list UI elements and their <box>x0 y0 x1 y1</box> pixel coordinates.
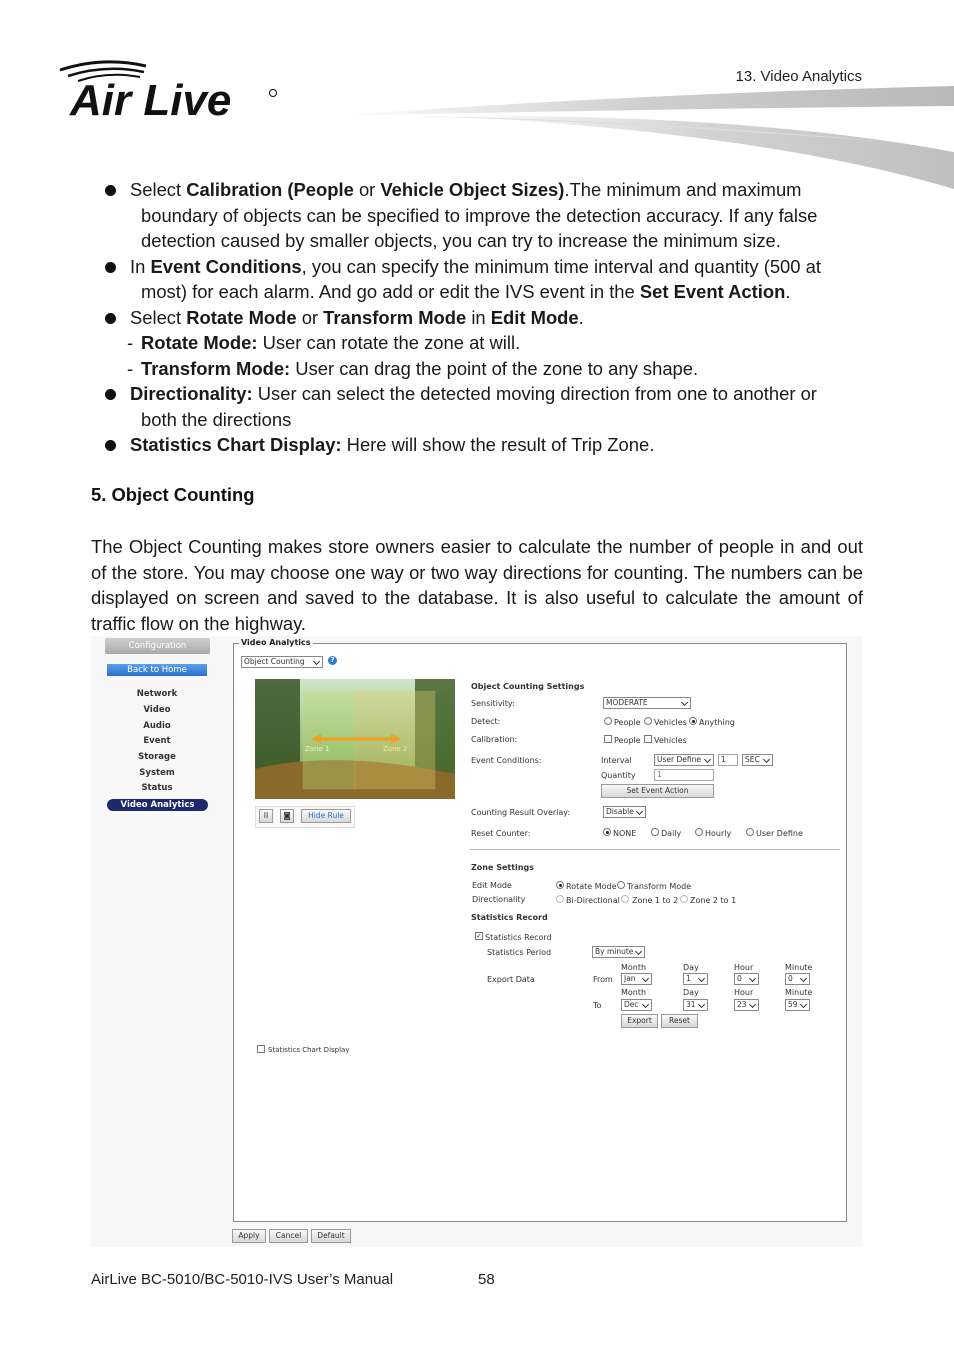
text: most) for each alarm. And go add or edit the IVS event in the <box>141 281 640 302</box>
bold-text: Rotate Mode: <box>141 332 258 353</box>
hide-rule-button[interactable]: Hide Rule <box>301 809 351 823</box>
bold-text: Statistics Chart Display: <box>130 434 342 455</box>
from-day-select[interactable]: 1 <box>683 973 708 985</box>
bullet-dot <box>105 440 116 451</box>
bullet-dot <box>105 313 116 324</box>
to-day-header: Day <box>683 988 699 997</box>
reset-none-radio[interactable] <box>603 828 611 836</box>
video-preview <box>255 679 455 799</box>
bold-text: Transform Mode <box>323 306 467 328</box>
text: or <box>353 179 381 200</box>
to-minute-select[interactable]: 59 <box>785 999 810 1011</box>
detect-anything-radio[interactable] <box>689 717 697 725</box>
directionality-label: Directionality <box>472 895 526 904</box>
panel-title: Video Analytics <box>241 638 311 647</box>
export-data-label: Export Data <box>487 975 535 984</box>
quantity-input[interactable]: 1 <box>654 769 714 781</box>
nav-item-network[interactable]: Network <box>136 689 178 699</box>
bullet-directionality <box>91 381 863 432</box>
to-minute-header: Minute <box>785 988 813 997</box>
to-label: To <box>593 1001 602 1010</box>
zone2-to-1-label: Zone 2 to 1 <box>690 896 737 905</box>
overlay-label: Counting Result Overlay: <box>471 808 571 817</box>
reset-user-define-label: User Define <box>756 829 803 838</box>
detect-anything-label: Anything <box>699 718 735 727</box>
from-day-header: Day <box>683 963 699 972</box>
from-hour-header: Hour <box>734 963 754 972</box>
from-month-header: Month <box>621 963 647 972</box>
text: or <box>296 306 324 328</box>
calibration-people-checkbox[interactable] <box>604 735 612 743</box>
from-month-select[interactable]: Jan <box>621 973 652 985</box>
text: .The minimum and maximum <box>564 179 802 200</box>
detect-people-label: People <box>614 718 641 727</box>
logo-text: Air Live <box>70 76 232 124</box>
calibration-vehicles-checkbox[interactable] <box>644 735 652 743</box>
cancel-button[interactable]: Cancel <box>269 1229 308 1243</box>
from-minute-select[interactable]: 0 <box>785 973 810 985</box>
text: User can drag the point of the zone to any shape. <box>290 357 699 379</box>
bold-text: Event Conditions <box>150 255 302 277</box>
calibration-people-label: People <box>614 736 641 745</box>
to-day-select[interactable]: 31 <box>683 999 708 1011</box>
section-title: 13. Video Analytics <box>735 68 862 85</box>
reset-button[interactable]: Reset <box>661 1014 698 1028</box>
bold-text: Edit Mode <box>490 306 579 328</box>
bullet-statistics-chart <box>91 432 863 458</box>
from-hour-select[interactable]: 0 <box>734 973 759 985</box>
set-event-action-button[interactable]: Set Event Action <box>601 784 714 798</box>
to-month-header: Month <box>621 988 647 997</box>
detect-vehicles-radio[interactable] <box>644 717 652 725</box>
export-button[interactable]: Export <box>621 1014 658 1028</box>
statistics-record-checkbox[interactable]: ✓ <box>476 932 482 940</box>
text: User can rotate the zone at will. <box>257 332 521 353</box>
divider <box>470 849 840 850</box>
help-icon[interactable]: ? <box>328 656 337 665</box>
text-line: detection caused by smaller objects, you can try to increase the minimum size. <box>141 230 781 251</box>
statistics-record-label: Statistics Record <box>485 933 552 942</box>
text: . <box>785 281 791 302</box>
nav-item-video-analytics[interactable]: Video Analytics <box>107 799 208 811</box>
airlive-logo <box>58 58 288 124</box>
statistics-record-title: Statistics Record <box>471 913 548 922</box>
sensitivity-select[interactable]: MODERATE <box>603 697 691 709</box>
zone2-to-1-radio[interactable] <box>680 895 688 903</box>
rotate-mode-radio[interactable] <box>556 881 564 889</box>
nav-configuration-header: Configuration <box>105 638 210 654</box>
to-hour-header: Hour <box>734 988 754 997</box>
edit-mode-label: Edit Mode <box>472 881 512 890</box>
nav-item-status[interactable]: Status <box>141 783 173 793</box>
interval-unit-select[interactable]: SEC <box>742 754 773 766</box>
text: . <box>578 306 584 328</box>
bi-directional-radio[interactable] <box>556 895 564 903</box>
reset-hourly-radio[interactable] <box>695 828 703 836</box>
reset-daily-label: Daily <box>661 829 682 838</box>
statistics-period-label: Statistics Period <box>487 948 552 957</box>
reset-counter-label: Reset Counter: <box>471 829 531 838</box>
interval-select[interactable]: User Define <box>654 754 714 766</box>
section-heading: 5. Object Counting <box>91 484 255 505</box>
calibration-vehicles-label: Vehicles <box>654 736 687 745</box>
text: Here will show the result of Trip Zone. <box>341 434 655 455</box>
back-to-home-button[interactable]: Back to Home <box>107 664 207 676</box>
apply-button[interactable]: Apply <box>232 1229 266 1243</box>
statistics-chart-checkbox[interactable] <box>257 1045 265 1053</box>
statistics-period-select[interactable]: By minute <box>592 946 645 958</box>
sub-transform-mode <box>91 356 863 382</box>
event-conditions-label: Event Conditions: <box>471 756 542 765</box>
text: Select <box>130 306 187 328</box>
to-month-select[interactable]: Dec <box>621 999 652 1011</box>
zone1-to-2-radio[interactable] <box>621 895 629 903</box>
dash: - <box>127 357 134 379</box>
from-minute-header: Minute <box>785 963 813 972</box>
nav-item-audio[interactable]: Audio <box>143 721 171 731</box>
bi-directional-label: Bi-Directional <box>566 896 620 905</box>
bullet-list <box>91 177 863 458</box>
bullet-event-conditions <box>91 254 863 305</box>
nav-item-event[interactable]: Event <box>143 736 171 746</box>
bold-text: Calibration (People <box>186 179 354 200</box>
nav-item-video[interactable]: Video <box>143 705 171 715</box>
rotate-mode-label: Rotate Mode <box>566 882 617 891</box>
interval-label: Interval <box>601 756 632 765</box>
mode-select[interactable]: Object Counting <box>241 656 323 668</box>
nav-item-storage[interactable]: Storage <box>138 752 176 762</box>
detect-vehicles-label: Vehicles <box>654 718 687 727</box>
bullet-dot <box>105 262 116 273</box>
text-line: both the directions <box>141 408 292 430</box>
detect-people-radio[interactable] <box>604 717 612 725</box>
quantity-label: Quantity <box>601 771 636 780</box>
statistics-chart-label: Statistics Chart Display <box>268 1046 350 1054</box>
ui-screenshot <box>91 636 862 1247</box>
nav-item-system[interactable]: System <box>139 768 175 778</box>
page-number: 58 <box>478 1271 495 1288</box>
zone-1-label: Zone 1 <box>305 745 330 753</box>
transform-mode-label: Transform Mode <box>627 882 692 891</box>
sensitivity-label: Sensitivity: <box>471 699 515 708</box>
reset-none-label: NONE <box>613 829 637 838</box>
text: User can select the detected moving direction from one to another or <box>252 383 817 404</box>
bullet-edit-mode <box>91 305 863 331</box>
reset-daily-radio[interactable] <box>651 828 659 836</box>
snapshot-button[interactable]: ◙ <box>280 809 294 823</box>
dash: - <box>127 332 134 353</box>
zone-2-label: Zone 2 <box>383 745 408 753</box>
bold-text: Vehicle Object Sizes) <box>380 179 565 200</box>
bold-text: Rotate Mode <box>186 306 297 328</box>
overlay-select[interactable]: Disable <box>603 806 646 818</box>
transform-mode-radio[interactable] <box>617 881 625 889</box>
bullet-dot <box>105 389 116 400</box>
intro-paragraph: The Object Counting makes store owners easier to calculate the number of people in and out of the store. You may choose one way or two way directions for counting. The numbers can be displayed on screen and saved to the database. It is also useful to calculate the amount of traffic flow on the highway. <box>91 536 863 634</box>
text: In <box>130 255 151 277</box>
bold-text: Set Event Action <box>639 281 786 302</box>
to-hour-select[interactable]: 23 <box>734 999 759 1011</box>
pause-button[interactable]: II <box>259 809 273 823</box>
from-label: From <box>593 975 613 984</box>
text-line: boundary of objects can be specified to improve the detection accuracy. If any false <box>141 204 818 226</box>
text: , you can specify the minimum time interval and quantity (500 at <box>301 255 821 277</box>
reset-hourly-label: Hourly <box>705 829 732 838</box>
calibration-label: Calibration: <box>471 735 518 744</box>
bullet-calibration <box>91 177 863 254</box>
text: in <box>466 306 491 328</box>
bold-text: Directionality: <box>130 383 253 404</box>
text: Select <box>130 179 187 200</box>
ocs-title: Object Counting Settings <box>471 682 585 691</box>
bold-text: Transform Mode: <box>141 357 291 379</box>
detect-label: Detect: <box>471 717 501 726</box>
zone-settings-title: Zone Settings <box>471 863 534 872</box>
footer-manual-title: AirLive BC-5010/BC-5010-IVS User’s Manual <box>91 1271 394 1288</box>
reset-user-define-radio[interactable] <box>746 828 754 836</box>
default-button[interactable]: Default <box>311 1229 351 1243</box>
bullet-dot <box>105 185 116 196</box>
interval-input[interactable]: 1 <box>718 754 738 766</box>
zone1-to-2-label: Zone 1 to 2 <box>632 896 679 905</box>
sub-rotate-mode <box>91 330 863 356</box>
